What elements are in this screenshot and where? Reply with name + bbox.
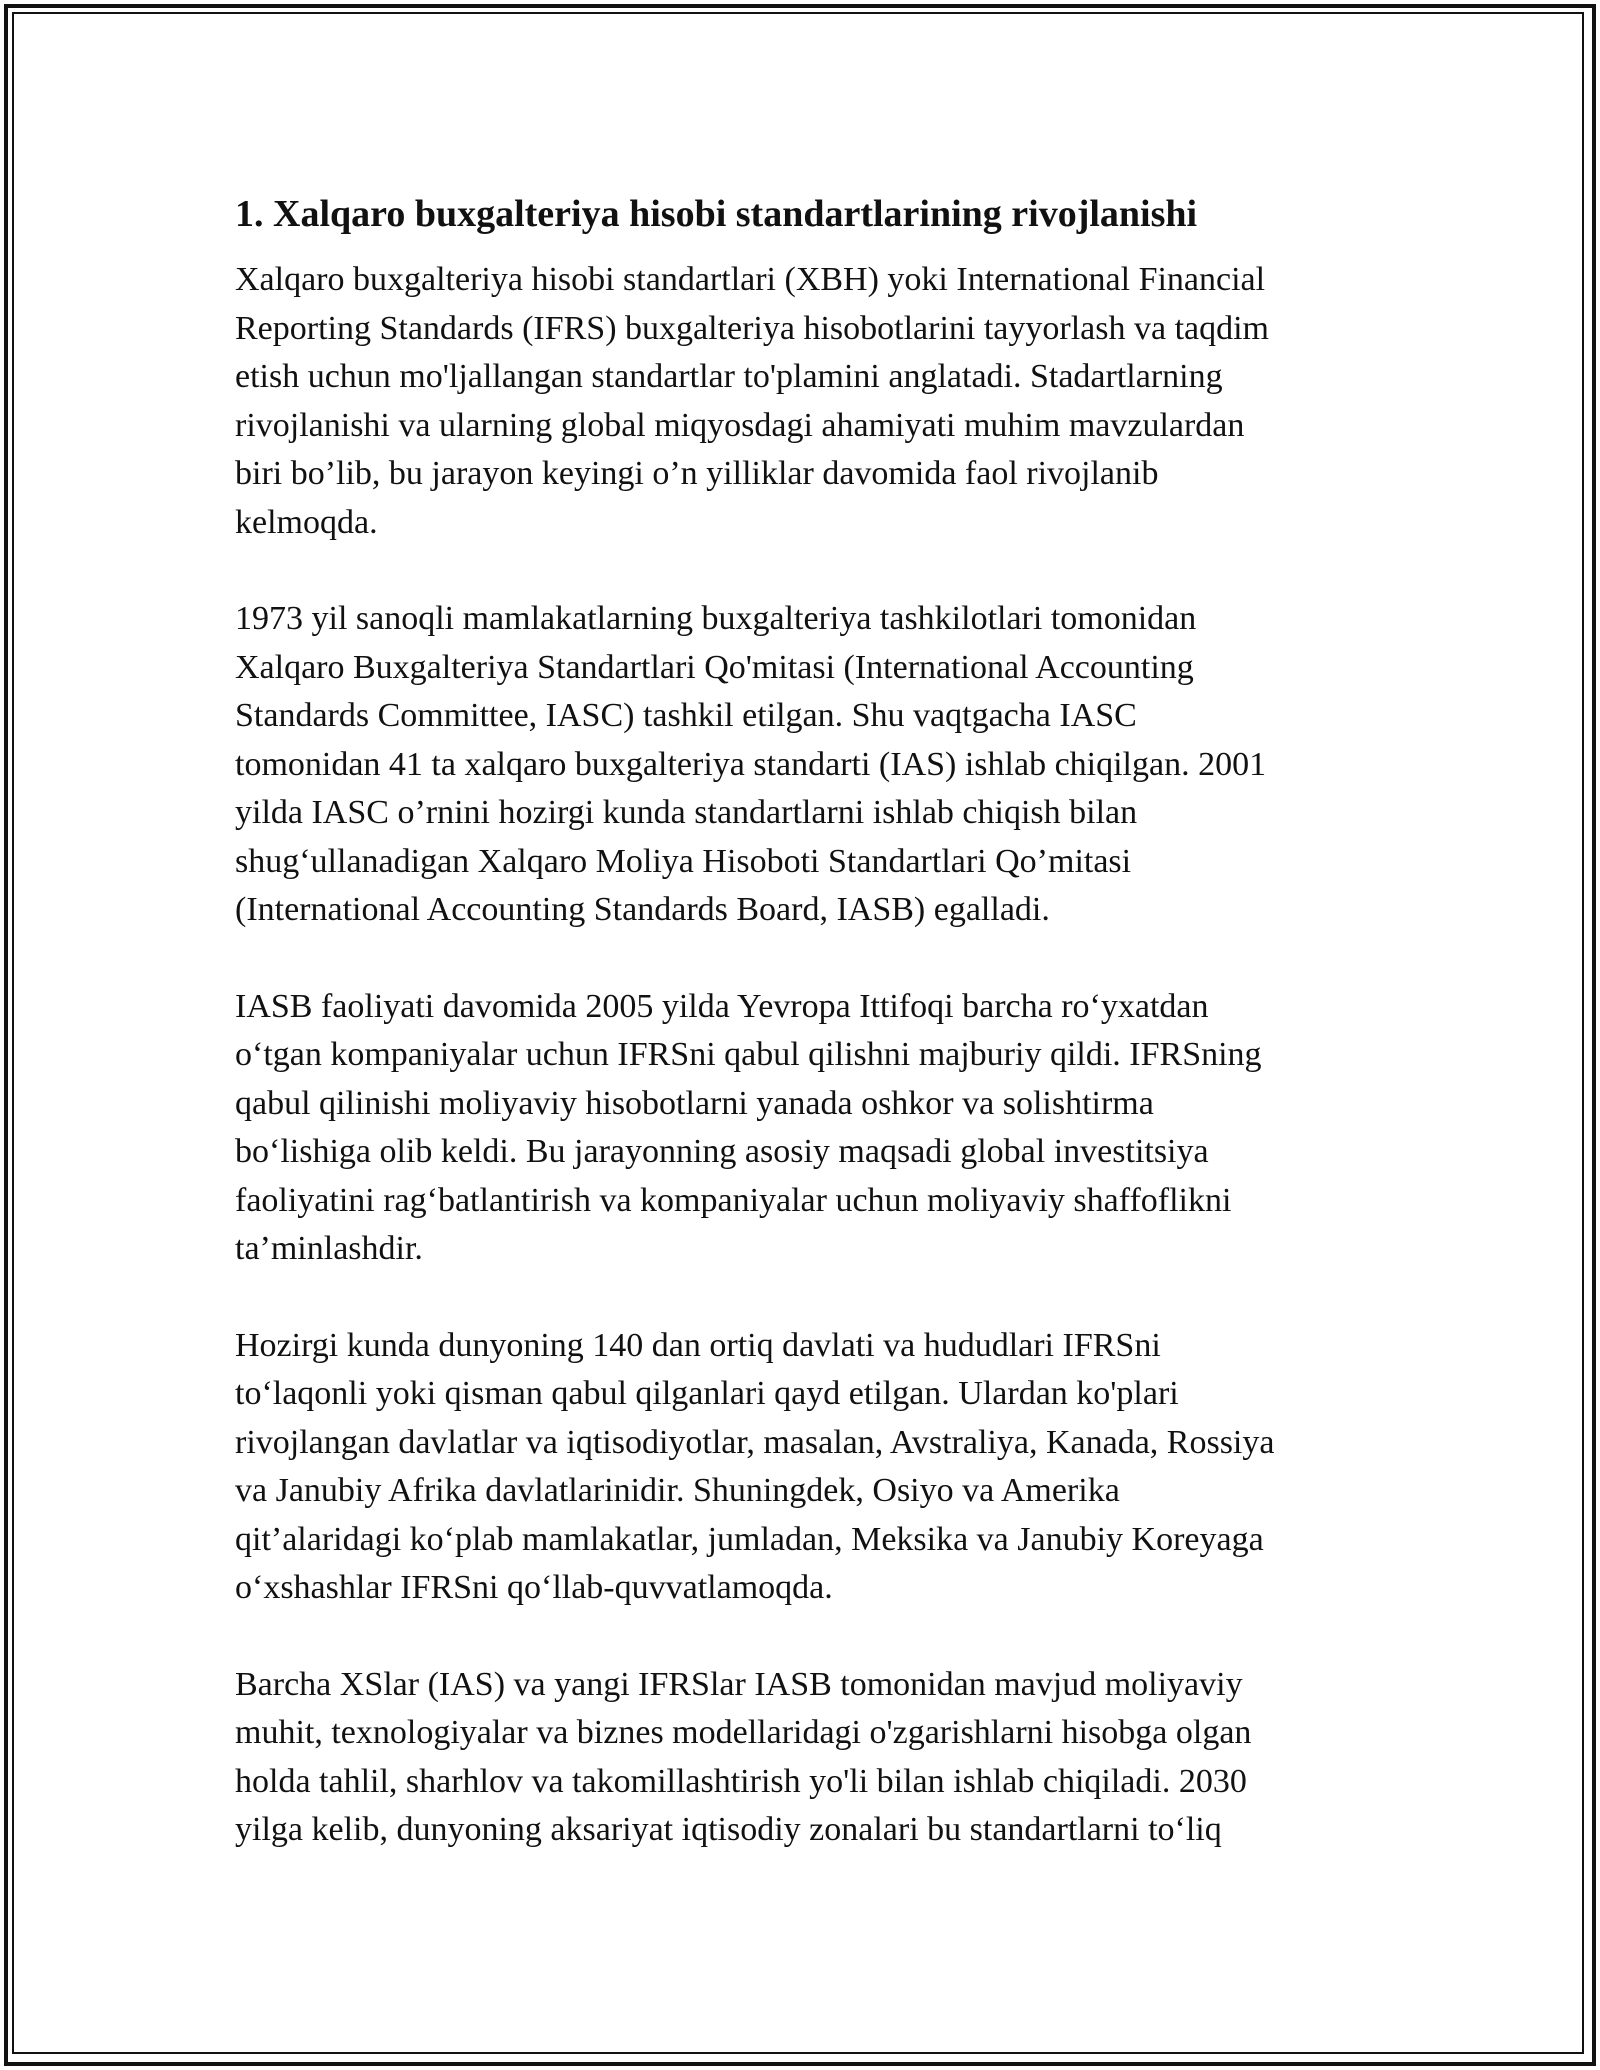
paragraph-1 — [235, 256, 1395, 547]
paragraph-4 — [235, 1322, 1395, 1613]
paragraph-3 — [235, 983, 1395, 1274]
text-line: qit’alaridagi ko‘plab mamlakatlar, jumladan, Meksika va Janubiy Koreyaga — [235, 1520, 1264, 1558]
text-line: biri bo’lib, bu jarayon keyingi o’n yilliklar davomida faol rivojlanib — [235, 455, 1159, 492]
text-line: Xalqaro Buxgalteriya Standartlari Qo'mitasi (International Accounting — [235, 648, 1194, 686]
text-line: shug‘ullanadigan Xalqaro Moliya Hisoboti Standartlari Qo’mitasi — [235, 842, 1132, 880]
text-line: holda tahlil, sharhlov va takomillashtirish yo'li bilan ishlab chiqiladi. 2030 — [235, 1762, 1247, 1800]
text-line: muhit, texnologiyalar va biznes modellaridagi o'zgarishlarni hisobga olgan — [235, 1714, 1252, 1751]
section-heading: 1. Xalqaro buxgalteriya hisobi standartlarining rivojlanishi — [235, 193, 1198, 235]
text-line: Reporting Standards (IFRS) buxgalteriya hisobotlarini tayyorlash va taqdim — [235, 309, 1269, 347]
text-line: qabul qilinishi moliyaviy hisobotlarni yanada oshkor va solishtirma — [235, 1084, 1154, 1122]
text-line: rivojlangan davlatlar va iqtisodiyotlar, masalan, Avstraliya, Kanada, Rossiya — [235, 1423, 1275, 1461]
text-line: va Janubiy Afrika davlatlarinidir. Shuningdek, Osiyo va Amerika — [235, 1472, 1120, 1509]
text-line: 1973 yil sanoqli mamlakatlarning buxgalteriya tashkilotlari tomonidan — [235, 600, 1197, 637]
paragraph-5 — [235, 1661, 1395, 1855]
text-line: rivojlanishi va ularning global miqyosdagi ahamiyati muhim mavzulardan — [235, 406, 1245, 444]
text-line: o‘tgan kompaniyalar uchun IFRSni qabul qilishni majburiy qildi. IFRSning — [235, 1036, 1262, 1073]
text-line: IASB faoliyati davomida 2005 yilda Yevropa Ittifoqi barcha ro‘yxatdan — [235, 987, 1209, 1025]
text-line: kelmoqda. — [235, 503, 378, 541]
document-body — [235, 188, 1395, 1903]
text-line: tomonidan 41 ta xalqaro buxgalteriya standarti (IAS) ishlab chiqilgan. 2001 — [235, 745, 1267, 783]
text-line: Xalqaro buxgalteriya hisobi standartlari (XBH) yoki International Financial — [235, 261, 1266, 298]
text-line: to‘laqonli yoki qisman qabul qilganlari qayd etilgan. Ulardan ko'plari — [235, 1375, 1179, 1412]
text-line: yilda IASC o’rnini hozirgi kunda standartlarni ishlab chiqish bilan — [235, 794, 1138, 831]
text-line: Standards Committee, IASC) tashkil etilgan. Shu vaqtgacha IASC — [235, 697, 1137, 734]
text-line: o‘xshashlar IFRSni qo‘llab-quvvatlamoqda. — [235, 1569, 833, 1606]
text-line: Barcha XSlar (IAS) va yangi IFRSlar IASB tomonidan mavjud moliyaviy — [235, 1665, 1243, 1703]
text-line: bo‘lishiga olib keldi. Bu jarayonning asosiy maqsadi global investitsiya — [235, 1133, 1209, 1170]
text-line: yilga kelib, dunyoning aksariyat iqtisodiy zonalari bu standartlarni to‘liq — [235, 1811, 1222, 1848]
text-line: etish uchun mo'ljallangan standartlar to'plamini anglatadi. Stadartlarning — [235, 358, 1223, 395]
text-line: faoliyatini rag‘batlantirish va kompaniyalar uchun moliyaviy shaffoflikni — [235, 1181, 1232, 1219]
text-line: Hozirgi kunda dunyoning 140 dan ortiq davlati va hududlari IFRSni — [235, 1326, 1161, 1364]
text-line: ta’minlashdir. — [235, 1230, 423, 1267]
paragraph-2 — [235, 595, 1395, 935]
text-line: (International Accounting Standards Board, IASB) egalladi. — [235, 891, 1050, 928]
